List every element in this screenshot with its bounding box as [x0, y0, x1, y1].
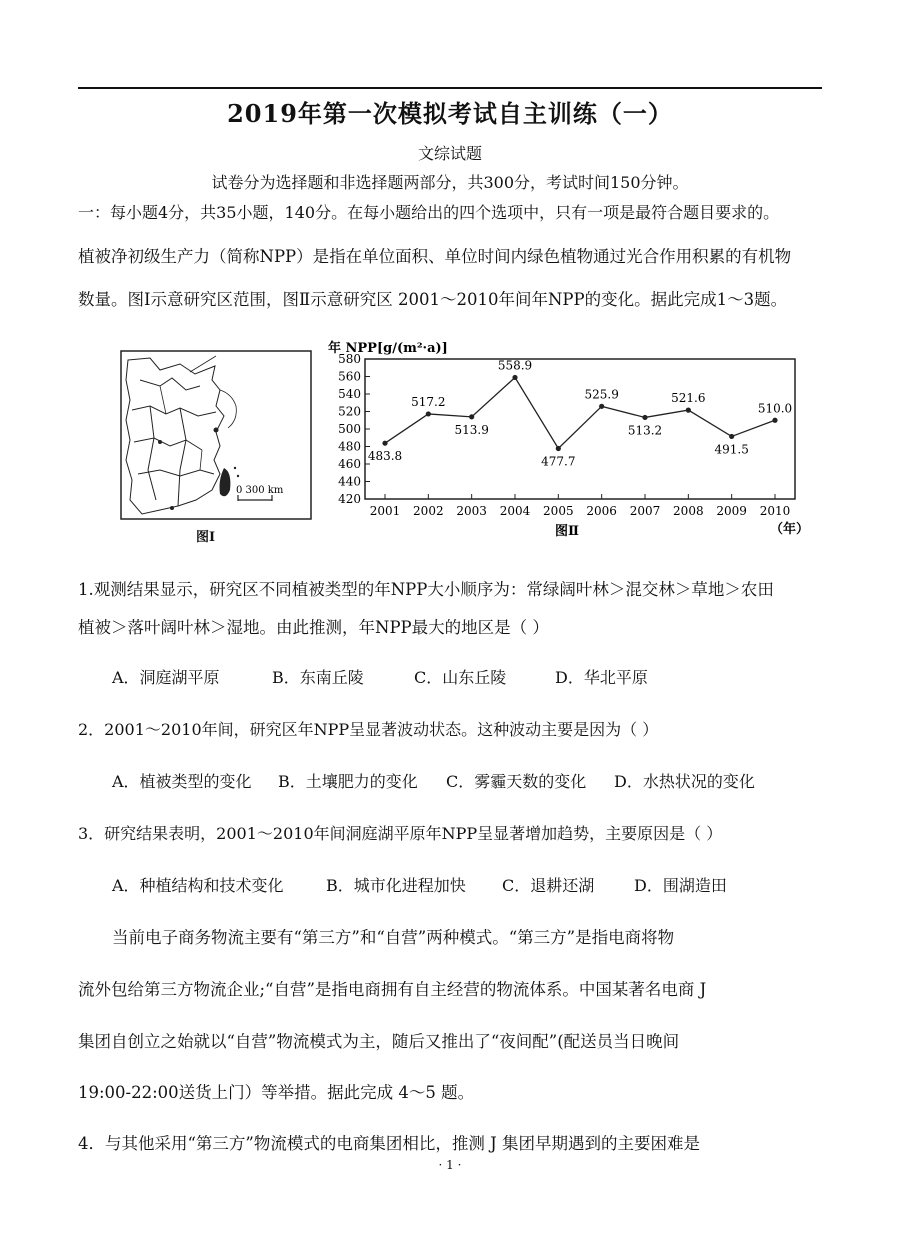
figure1-caption: 图Ⅰ	[196, 530, 216, 545]
x-tick-label: 2001	[369, 504, 401, 518]
q2-option-d[interactable]: D．水热状况的变化	[614, 772, 755, 791]
passage-line: 数量。图Ⅰ示意研究区范围，图Ⅱ示意研究区 2001～2010年间年NPP的变化。据此完成1～3题。	[78, 290, 788, 309]
x-tick-label: 2003	[456, 504, 487, 518]
y-tick-label: 560	[338, 369, 361, 384]
section-heading: 一：每小题4分，共35小题，140分。在每小题给出的四个选项中，只有一项是最符合题目要求的。	[78, 203, 780, 222]
figure2-caption: 图Ⅱ	[555, 524, 579, 539]
data-point	[642, 415, 647, 420]
question-1-text: 1.观测结果显示，研究区不同植被类型的年NPP大小顺序为：常绿阔叶林＞混交林＞草地＞农田	[78, 580, 774, 599]
subject-heading: 文综试题	[417, 144, 482, 163]
y-tick-label: 460	[338, 457, 361, 471]
q1-option-a[interactable]: A．洞庭湖平原	[112, 668, 220, 687]
y-tick-label: 540	[338, 387, 361, 401]
chart-title: 年 NPP[g/(m²·a)]	[328, 341, 448, 356]
page-title: 2019年第一次模拟考试自主训练（一）	[227, 99, 673, 128]
data-point	[556, 446, 561, 451]
question-1-text: 植被＞落叶阔叶林＞湿地。由此推测，年NPP最大的地区是（ ）	[78, 618, 549, 637]
q2-option-c[interactable]: C．雾霾天数的变化	[446, 772, 587, 791]
data-label: 491.5	[714, 442, 749, 457]
q1-option-d[interactable]: D．华北平原	[555, 668, 648, 687]
passage-line: 植被净初级生产力（简称NPP）是指在单位面积、单位时间内绿色植物通过光合作用积累的有机物	[78, 247, 792, 266]
y-tick-label: 440	[338, 474, 361, 489]
data-point	[729, 434, 734, 439]
y-tick-label: 580	[338, 352, 361, 366]
data-point	[382, 441, 387, 446]
data-point	[426, 411, 431, 416]
q1-option-c[interactable]: C．山东丘陵	[414, 668, 507, 687]
x-tick-label: 2005	[543, 504, 574, 518]
question-3-text: 3．研究结果表明，2001～2010年间洞庭湖平原年NPP呈显著增加趋势，主要原因是（ ）	[78, 824, 723, 843]
y-tick-label: 480	[338, 439, 361, 454]
data-label: 477.7	[541, 454, 576, 469]
data-label: 513.2	[627, 423, 663, 438]
passage2-line: 集团自创立之始就以“自营”物流模式为主，随后又推出了“夜间配”(配送员当日晚间	[78, 1032, 680, 1051]
x-tick-label: 2008	[673, 504, 704, 518]
q3-option-b[interactable]: B．城市化进程加快	[326, 876, 466, 895]
x-tick-label: 2006	[586, 504, 617, 518]
question-4-text: 4．与其他采用“第三方”物流模式的电商集团相比，推测 J 集团早期遇到的主要困难是	[78, 1134, 700, 1153]
data-point	[512, 375, 517, 380]
x-tick-label: 2009	[716, 504, 747, 518]
y-tick-label: 500	[338, 422, 361, 436]
data-label: 521.6	[671, 391, 706, 406]
npp-line-chart	[320, 337, 820, 545]
data-label: 517.2	[411, 394, 446, 409]
q2-option-a[interactable]: A．植被类型的变化	[112, 772, 252, 791]
q3-option-a[interactable]: A．种植结构和技术变化	[112, 876, 284, 895]
plot-frame	[365, 359, 795, 499]
data-point	[772, 418, 777, 423]
data-label: 513.9	[454, 422, 489, 437]
q3-option-c[interactable]: C．退耕还湖	[502, 876, 595, 895]
q1-option-b[interactable]: B．东南丘陵	[272, 668, 364, 687]
header-rule	[78, 87, 822, 89]
data-point	[469, 414, 474, 419]
question-2-text: 2．2001～2010年间，研究区年NPP呈显著波动状态。这种波动主要是因为（ ）	[78, 720, 659, 739]
data-point	[599, 404, 604, 409]
data-label: 483.8	[367, 449, 403, 464]
npp-series-line	[385, 377, 775, 448]
study-area-map	[120, 350, 312, 520]
q2-option-b[interactable]: B．土壤肥力的变化	[278, 772, 418, 791]
x-tick-label: 2002	[413, 504, 444, 518]
passage2-line: 19:00-22:00送货上门）等举措。据此完成 4～5 题。	[78, 1083, 475, 1102]
y-tick-label: 420	[338, 492, 361, 506]
x-axis-unit: （年）	[770, 522, 810, 537]
page-number: · 1 ·	[438, 1158, 462, 1172]
data-point	[686, 408, 691, 413]
x-tick-label: 2007	[629, 504, 661, 518]
passage2-line: 流外包给第三方物流企业;“自营”是指电商拥有自主经营的物流体系。中国某著名电商 J	[78, 980, 707, 999]
data-label: 510.0	[757, 401, 793, 416]
y-tick-label: 520	[338, 404, 361, 419]
data-label: 558.9	[497, 358, 533, 373]
q3-option-d[interactable]: D．围湖造田	[634, 876, 727, 895]
passage2-line: 当前电子商务物流主要有“第三方”和“自营”两种模式。“第三方”是指电商将物	[112, 928, 675, 947]
x-tick-label: 2010	[759, 504, 791, 518]
data-label: 525.9	[584, 387, 619, 402]
exam-instructions: 试卷分为选择题和非选择题两部分，共300分，考试时间150分钟。	[211, 173, 689, 192]
scale-label: 0 300 km	[236, 485, 284, 496]
x-tick-label: 2004	[499, 504, 531, 518]
